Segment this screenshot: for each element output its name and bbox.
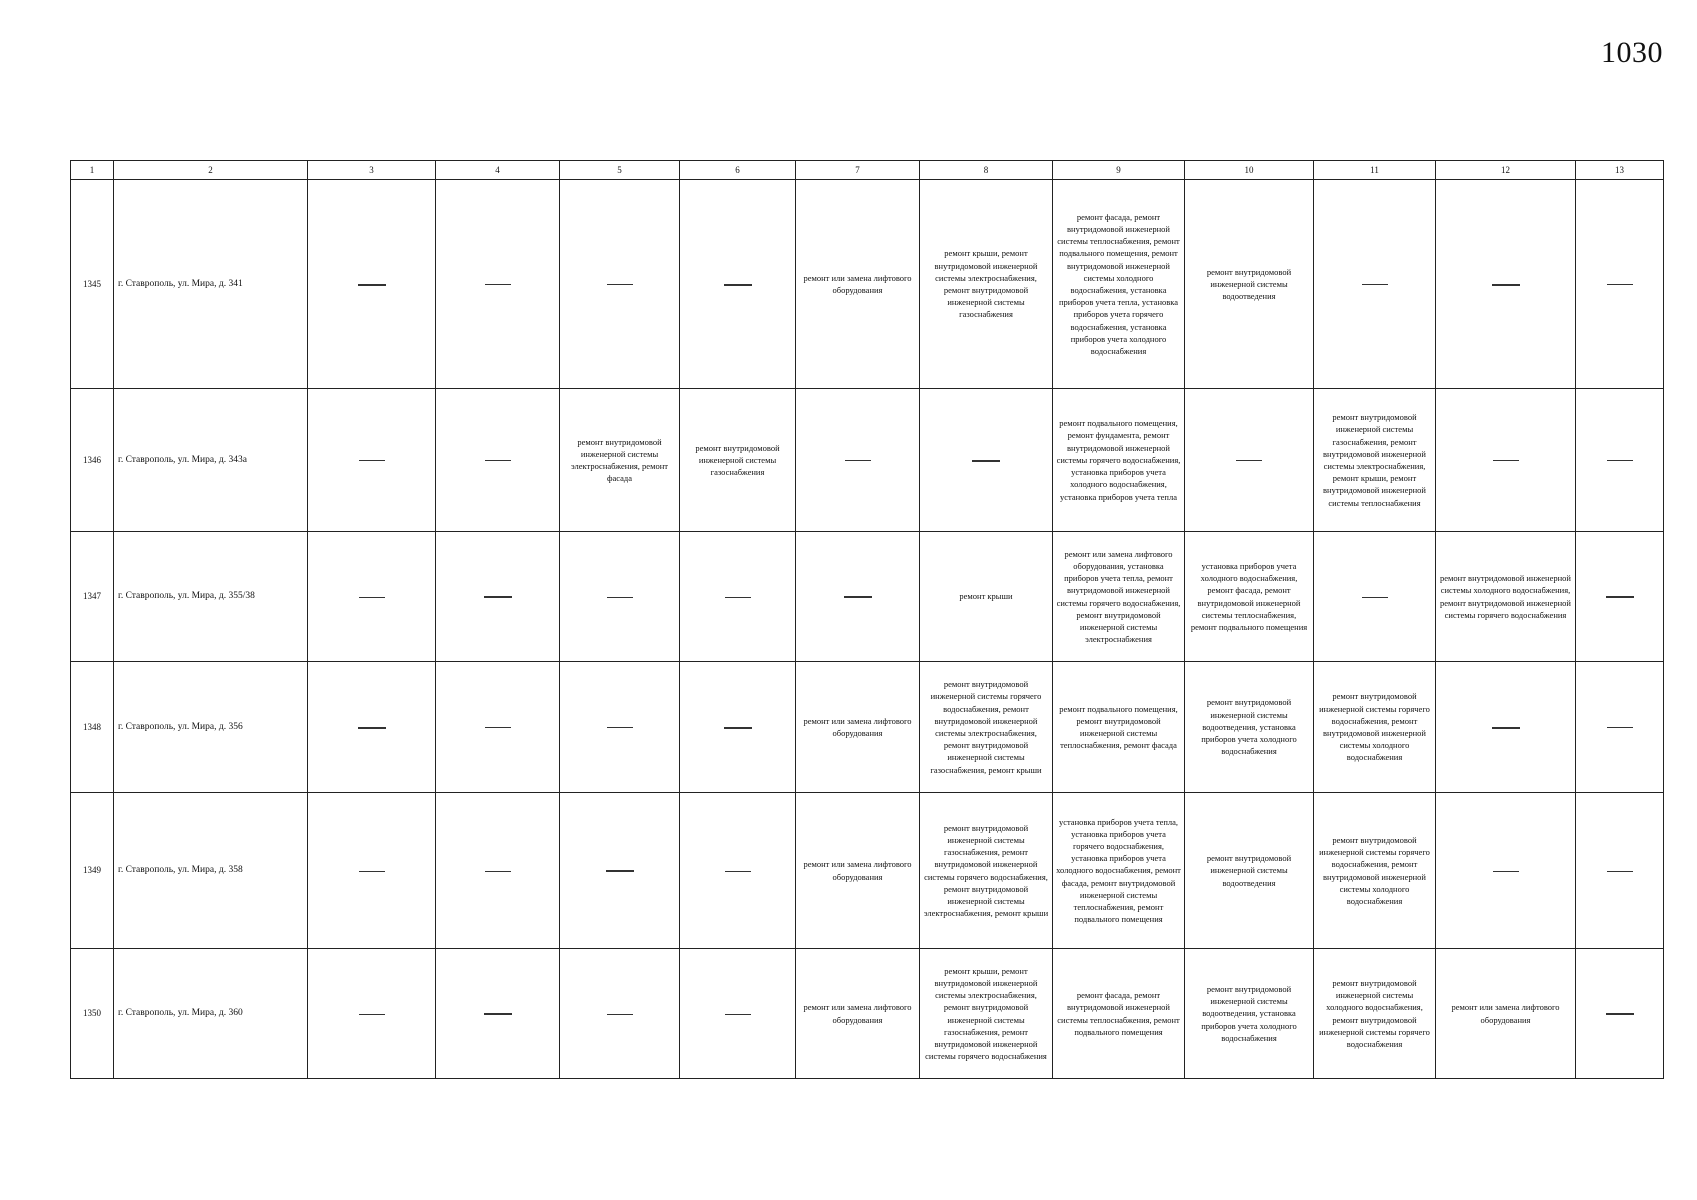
work-cell: ремонт фасада, ремонт внутридомовой инженерной системы теплоснабжения, ремонт подвального помещения, ремонт внутридомовой инженерной системы холодного водоснабжения, установка приборов учета тепла, установка приборов учета горячего водоснабжения, установка приборов учета холодного водоснабжения: [1053, 180, 1185, 389]
row-number: 1350: [71, 949, 114, 1079]
empty-cell: [680, 532, 796, 662]
empty-cell: [680, 793, 796, 949]
work-cell: ремонт подвального помещения, ремонт внутридомовой инженерной системы теплоснабжения, ремонт фасада: [1053, 662, 1185, 793]
empty-cell: [796, 532, 920, 662]
capital-repair-table: [70, 160, 1664, 1079]
column-number: 9: [1053, 161, 1185, 180]
work-cell: ремонт внутридомовой инженерной системы электроснабжения, ремонт фасада: [560, 389, 680, 532]
empty-cell: [1436, 389, 1576, 532]
empty-cell: [436, 389, 560, 532]
empty-cell: [1576, 949, 1664, 1079]
empty-cell: [560, 180, 680, 389]
dash-mark: [485, 460, 511, 461]
row-address: г. Ставрополь, ул. Мира, д. 341: [114, 180, 308, 389]
work-cell: ремонт или замена лифтового оборудования: [796, 180, 920, 389]
work-cell: установка приборов учета холодного водоснабжения, ремонт фасада, ремонт внутридомовой инженерной системы теплоснабжения, ремонт подвального помещения: [1185, 532, 1314, 662]
row-address: г. Ставрополь, ул. Мира, д. 356: [114, 662, 308, 793]
page-number: 1030: [1601, 36, 1663, 69]
work-cell: ремонт или замена лифтового оборудования: [1436, 949, 1576, 1079]
empty-cell: [308, 949, 436, 1079]
empty-cell: [560, 793, 680, 949]
dash-mark: [607, 1014, 633, 1015]
empty-cell: [560, 662, 680, 793]
empty-cell: [308, 532, 436, 662]
work-cell: ремонт или замена лифтового оборудования: [796, 793, 920, 949]
row-number: 1348: [71, 662, 114, 793]
work-cell: ремонт внутридомовой инженерной системы холодного водоснабжения, ремонт внутридомовой инженерной системы горячего водоснабжения: [1314, 949, 1436, 1079]
empty-cell: [308, 662, 436, 793]
column-number: 8: [920, 161, 1053, 180]
empty-cell: [436, 949, 560, 1079]
table-row: [71, 532, 1664, 662]
empty-cell: [1576, 793, 1664, 949]
empty-cell: [436, 793, 560, 949]
empty-cell: [1314, 180, 1436, 389]
work-cell: ремонт внутридомовой инженерной системы холодного водоснабжения, ремонт внутридомовой инженерной системы горячего водоснабжения: [1436, 532, 1576, 662]
table-row: [71, 949, 1664, 1079]
dash-mark: [359, 871, 385, 872]
empty-cell: [1576, 662, 1664, 793]
dash-mark: [845, 460, 871, 461]
row-address: г. Ставрополь, ул. Мира, д. 355/38: [114, 532, 308, 662]
row-number: 1349: [71, 793, 114, 949]
dash-mark: [1606, 1013, 1634, 1015]
work-cell: ремонт внутридомовой инженерной системы горячего водоснабжения, ремонт внутридомовой инженерной системы холодного водоснабжения: [1314, 793, 1436, 949]
dash-mark: [724, 284, 752, 286]
dash-mark: [844, 596, 872, 598]
empty-cell: [436, 180, 560, 389]
work-cell: ремонт или замена лифтового оборудования: [796, 949, 920, 1079]
dash-mark: [607, 727, 633, 728]
dash-mark: [358, 727, 386, 729]
empty-cell: [436, 662, 560, 793]
table-row: [71, 180, 1664, 389]
dash-mark: [725, 871, 751, 872]
dash-mark: [485, 284, 511, 285]
dash-mark: [1362, 597, 1388, 598]
table-row: [71, 389, 1664, 532]
dash-mark: [358, 284, 386, 286]
work-cell: ремонт или замена лифтового оборудования: [796, 662, 920, 793]
work-cell: ремонт внутридомовой инженерной системы газоснабжения, ремонт внутридомовой инженерной системы горячего водоснабжения, ремонт внутридомовой инженерной системы электроснабжения, ремонт крыши: [920, 793, 1053, 949]
dash-mark: [1607, 460, 1633, 461]
dash-mark: [724, 727, 752, 729]
row-number: 1345: [71, 180, 114, 389]
dash-mark: [485, 727, 511, 728]
column-number: 6: [680, 161, 796, 180]
dash-mark: [1607, 284, 1633, 285]
empty-cell: [1436, 793, 1576, 949]
work-cell: ремонт крыши, ремонт внутридомовой инженерной системы электроснабжения, ремонт внутридомовой инженерной системы газоснабжения, ремонт внутридомовой инженерной системы горячего водоснабжения: [920, 949, 1053, 1079]
dash-mark: [359, 597, 385, 598]
work-cell: ремонт внутридомовой инженерной системы водоотведения, установка приборов учета холодного водоснабжения: [1185, 662, 1314, 793]
work-cell: ремонт внутридомовой инженерной системы водоотведения: [1185, 793, 1314, 949]
dash-mark: [725, 597, 751, 598]
column-number-row: [71, 161, 1664, 180]
column-number: 7: [796, 161, 920, 180]
empty-cell: [560, 949, 680, 1079]
work-cell: ремонт подвального помещения, ремонт фундамента, ремонт внутридомовой инженерной системы горячего водоснабжения, установка приборов учета холодного водоснабжения, установка приборов учета тепла: [1053, 389, 1185, 532]
dash-mark: [972, 460, 1000, 462]
column-number: 10: [1185, 161, 1314, 180]
dash-mark: [1236, 460, 1262, 461]
dash-mark: [1606, 596, 1634, 598]
empty-cell: [1314, 532, 1436, 662]
column-number: 3: [308, 161, 436, 180]
empty-cell: [308, 389, 436, 532]
column-number: 4: [436, 161, 560, 180]
row-address: г. Ставрополь, ул. Мира, д. 360: [114, 949, 308, 1079]
empty-cell: [436, 532, 560, 662]
dash-mark: [1607, 871, 1633, 872]
work-cell: ремонт или замена лифтового оборудования, установка приборов учета тепла, ремонт внутридомовой инженерной системы горячего водоснабжения, ремонт внутридомовой инженерной системы электроснабжения: [1053, 532, 1185, 662]
column-number: 12: [1436, 161, 1576, 180]
dash-mark: [485, 871, 511, 872]
empty-cell: [920, 389, 1053, 532]
row-number: 1347: [71, 532, 114, 662]
empty-cell: [1576, 389, 1664, 532]
dash-mark: [1493, 460, 1519, 461]
dash-mark: [1492, 727, 1520, 729]
dash-mark: [1607, 727, 1633, 728]
column-number: 1: [71, 161, 114, 180]
empty-cell: [308, 793, 436, 949]
column-number: 5: [560, 161, 680, 180]
empty-cell: [1436, 662, 1576, 793]
dash-mark: [359, 460, 385, 461]
work-cell: ремонт крыши, ремонт внутридомовой инженерной системы электроснабжения, ремонт внутридомовой инженерной системы газоснабжения: [920, 180, 1053, 389]
work-cell: установка приборов учета тепла, установка приборов учета горячего водоснабжения, установка приборов учета холодного водоснабжения, ремонт фасада, ремонт внутридомовой инженерной системы теплоснабжения, ремонт подвального помещения: [1053, 793, 1185, 949]
work-cell: ремонт внутридомовой инженерной системы газоснабжения, ремонт внутридомовой инженерной системы электроснабжения, ремонт крыши, ремонт внутридомовой инженерной системы теплоснабжения: [1314, 389, 1436, 532]
dash-mark: [607, 284, 633, 285]
column-number: 2: [114, 161, 308, 180]
table-body: [71, 180, 1664, 1079]
work-cell: ремонт внутридомовой инженерной системы водоотведения: [1185, 180, 1314, 389]
column-number: 13: [1576, 161, 1664, 180]
empty-cell: [680, 949, 796, 1079]
dash-mark: [725, 1014, 751, 1015]
work-cell: ремонт фасада, ремонт внутридомовой инженерной системы теплоснабжения, ремонт подвального помещения: [1053, 949, 1185, 1079]
work-cell: ремонт крыши: [920, 532, 1053, 662]
work-cell: ремонт внутридомовой инженерной системы газоснабжения: [680, 389, 796, 532]
dash-mark: [1493, 871, 1519, 872]
empty-cell: [1185, 389, 1314, 532]
empty-cell: [1576, 532, 1664, 662]
row-address: г. Ставрополь, ул. Мира, д. 343а: [114, 389, 308, 532]
empty-cell: [1436, 180, 1576, 389]
dash-mark: [484, 1013, 512, 1015]
empty-cell: [1576, 180, 1664, 389]
row-address: г. Ставрополь, ул. Мира, д. 358: [114, 793, 308, 949]
table-row: [71, 662, 1664, 793]
empty-cell: [680, 180, 796, 389]
column-number: 11: [1314, 161, 1436, 180]
work-cell: ремонт внутридомовой инженерной системы горячего водоснабжения, ремонт внутридомовой инженерной системы электроснабжения, ремонт внутридомовой инженерной системы газоснабжения, ремонт крыши: [920, 662, 1053, 793]
dash-mark: [484, 596, 512, 598]
dash-mark: [1492, 284, 1520, 286]
dash-mark: [359, 1014, 385, 1015]
row-number: 1346: [71, 389, 114, 532]
table-row: [71, 793, 1664, 949]
dash-mark: [1362, 284, 1388, 285]
dash-mark: [606, 870, 634, 872]
work-cell: ремонт внутридомовой инженерной системы водоотведения, установка приборов учета холодного водоснабжения: [1185, 949, 1314, 1079]
empty-cell: [680, 662, 796, 793]
empty-cell: [308, 180, 436, 389]
empty-cell: [560, 532, 680, 662]
work-cell: ремонт внутридомовой инженерной системы горячего водоснабжения, ремонт внутридомовой инженерной системы холодного водоснабжения: [1314, 662, 1436, 793]
dash-mark: [607, 597, 633, 598]
empty-cell: [796, 389, 920, 532]
